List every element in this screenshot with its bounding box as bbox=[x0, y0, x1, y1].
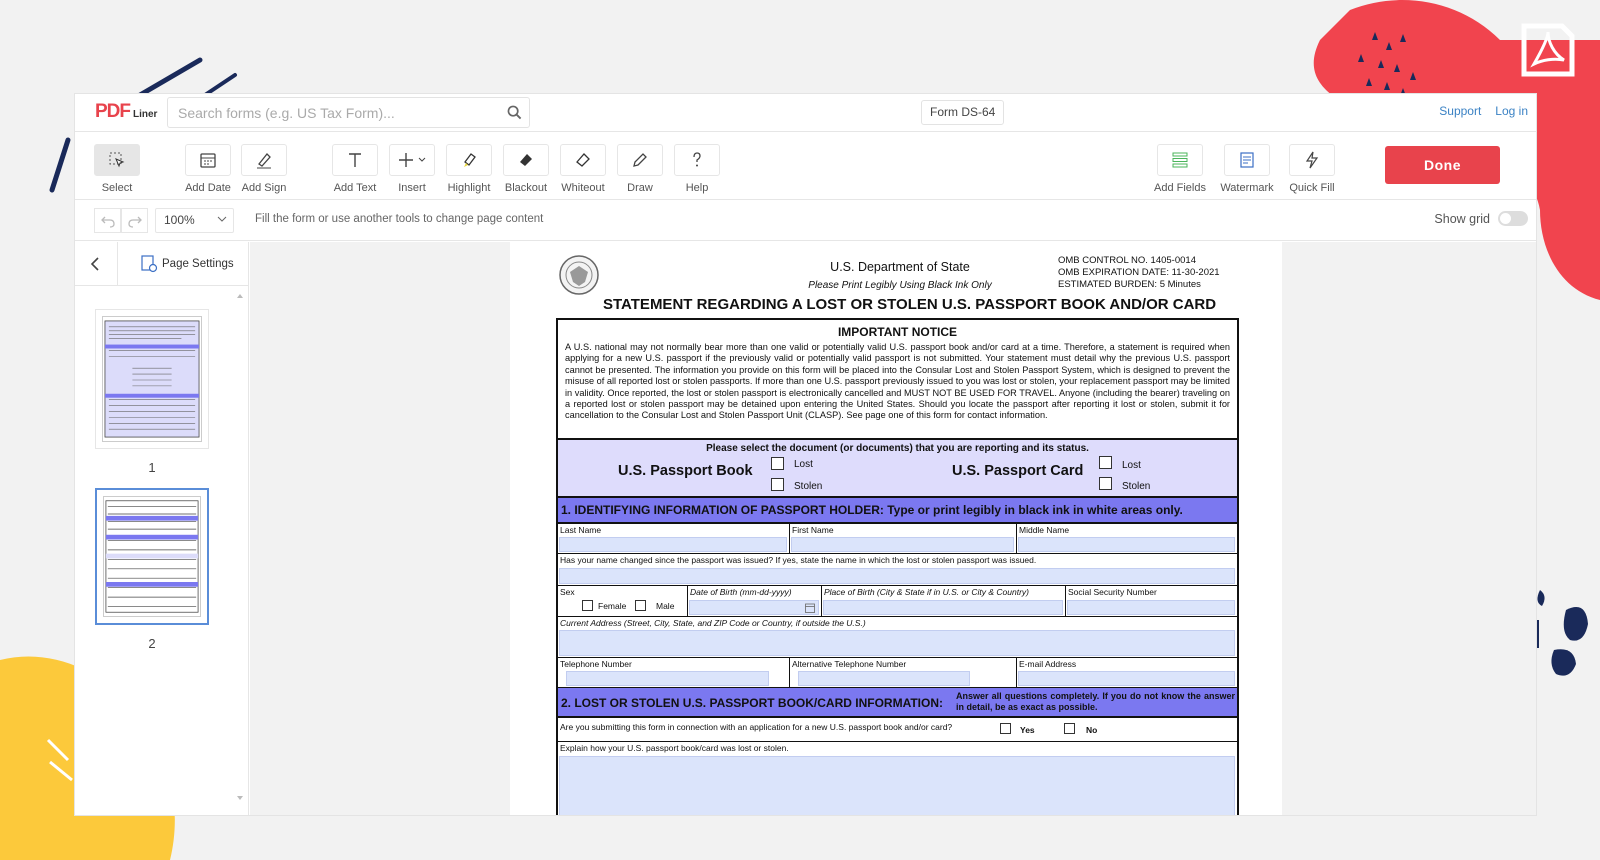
first-name-label: First Name bbox=[792, 525, 834, 535]
tool-add-date[interactable] bbox=[178, 144, 238, 194]
yes-label: Yes bbox=[1020, 725, 1035, 735]
logo-pdf-text: PDF bbox=[95, 101, 130, 122]
done-button[interactable]: Done bbox=[1385, 146, 1500, 184]
address-label: Current Address (Street, City, State, and ZIP Code or Country, if outside the U.S.) bbox=[560, 618, 866, 628]
last-name-cell bbox=[558, 524, 790, 554]
fields-list-icon bbox=[1171, 151, 1189, 169]
application-question-cell bbox=[558, 718, 1237, 742]
tool-highlight[interactable] bbox=[439, 144, 499, 194]
card-stolen-label: Stolen bbox=[1122, 481, 1151, 492]
name-changed-label: Has your name changed since the passport was issued? If yes, state the name in which the lost or stolen passport was issued. bbox=[560, 555, 1037, 565]
card-lost-label: Lost bbox=[1122, 460, 1141, 471]
redo-button[interactable] bbox=[121, 208, 148, 233]
collapse-panel-button[interactable] bbox=[85, 253, 105, 275]
plus-icon bbox=[397, 151, 427, 169]
card-stolen-checkbox[interactable] bbox=[1099, 477, 1112, 490]
yes-checkbox[interactable] bbox=[1000, 723, 1011, 734]
middle-name-cell bbox=[1017, 524, 1237, 554]
signature-pen-icon bbox=[255, 151, 273, 169]
telephone-field[interactable] bbox=[566, 671, 769, 686]
main-toolbar bbox=[75, 132, 1536, 200]
book-lost-label: Lost bbox=[794, 459, 813, 470]
tool-add-sign[interactable] bbox=[234, 144, 294, 194]
thumbnail-preview bbox=[104, 497, 200, 616]
watermark-doc-icon bbox=[1238, 151, 1256, 169]
name-changed-cell bbox=[558, 554, 1237, 586]
editor-window bbox=[74, 93, 1537, 816]
no-label: No bbox=[1086, 725, 1098, 735]
pencil-icon bbox=[631, 151, 649, 169]
chevron-down-icon bbox=[217, 209, 227, 232]
tool-label: Insert bbox=[398, 182, 426, 194]
doc-select-question: Please select the document (or documents) that you are reporting and its status. bbox=[706, 443, 1089, 454]
undo-button[interactable] bbox=[94, 208, 121, 233]
card-lost-checkbox[interactable] bbox=[1099, 456, 1112, 469]
tool-label: Blackout bbox=[504, 182, 548, 194]
tool-help[interactable] bbox=[667, 144, 727, 194]
page-number-2: 2 bbox=[148, 636, 156, 651]
sex-cell bbox=[558, 586, 688, 617]
explain-cell bbox=[558, 742, 1237, 816]
page-settings-icon bbox=[140, 255, 158, 273]
section-1-header bbox=[558, 498, 1237, 524]
tool-label: Quick Fill bbox=[1289, 182, 1335, 194]
middle-name-field[interactable] bbox=[1018, 537, 1235, 552]
calendar-icon[interactable] bbox=[805, 603, 815, 613]
address-cell bbox=[558, 617, 1237, 658]
first-name-cell bbox=[790, 524, 1017, 554]
tool-quick-fill[interactable] bbox=[1282, 144, 1342, 194]
undo-icon bbox=[101, 214, 115, 228]
book-lost-checkbox[interactable] bbox=[771, 457, 784, 470]
pob-cell bbox=[822, 586, 1066, 617]
tool-label: Add Text bbox=[333, 182, 377, 194]
tool-select[interactable] bbox=[87, 144, 147, 194]
omb-control: OMB CONTROL NO. 1405-0014 bbox=[1058, 255, 1196, 266]
tool-whiteout[interactable] bbox=[553, 144, 613, 194]
first-name-field[interactable] bbox=[791, 537, 1014, 552]
dob-field[interactable] bbox=[689, 600, 819, 615]
notice-heading: IMPORTANT NOTICE bbox=[837, 325, 958, 339]
telephone-label: Telephone Number bbox=[560, 659, 632, 669]
hint-text: Fill the form or use another tools to change page content bbox=[255, 213, 544, 225]
name-changed-field[interactable] bbox=[559, 568, 1235, 584]
alt-telephone-cell bbox=[790, 658, 1017, 688]
secondary-toolbar bbox=[75, 200, 1536, 241]
redo-icon bbox=[128, 214, 142, 228]
zoom-select[interactable] bbox=[155, 208, 234, 233]
middle-name-label: Middle Name bbox=[1019, 525, 1070, 535]
application-question: Are you submitting this form in connection with an application for a new U.S. passport book and/or card? bbox=[560, 722, 953, 732]
email-label: E-mail Address bbox=[1019, 659, 1077, 669]
telephone-cell bbox=[558, 658, 790, 688]
tool-insert[interactable] bbox=[382, 144, 442, 194]
section-2-header bbox=[558, 688, 1237, 718]
pdf-logo-icon bbox=[1518, 20, 1578, 80]
alt-telephone-field[interactable] bbox=[798, 671, 970, 686]
tool-label: Help bbox=[685, 182, 709, 194]
address-field[interactable] bbox=[559, 630, 1235, 656]
search-box bbox=[167, 97, 530, 128]
passport-book-label: U.S. Passport Book bbox=[618, 463, 753, 479]
zoom-value: 100% bbox=[164, 213, 195, 227]
omb-expiration: OMB EXPIRATION DATE: 11-30-2021 bbox=[1058, 267, 1220, 278]
email-field[interactable] bbox=[1018, 671, 1235, 686]
pdfliner-logo[interactable] bbox=[95, 101, 157, 123]
support-link[interactable]: Support bbox=[1439, 104, 1482, 118]
ssn-label: Social Security Number bbox=[1068, 587, 1157, 597]
thumbnail-preview bbox=[103, 317, 201, 441]
header-bar bbox=[75, 94, 1536, 132]
tool-add-text[interactable] bbox=[325, 144, 385, 194]
question-icon bbox=[688, 151, 706, 169]
male-label: Male bbox=[656, 601, 675, 611]
highlighter-icon bbox=[460, 151, 478, 169]
dob-cell bbox=[688, 586, 822, 617]
form-body bbox=[556, 318, 1239, 816]
eraser-filled-icon bbox=[517, 151, 535, 169]
omb-burden: ESTIMATED BURDEN: 5 Minutes bbox=[1058, 279, 1201, 290]
passport-card-label: U.S. Passport Card bbox=[952, 463, 1084, 479]
text-t-icon bbox=[346, 151, 364, 169]
search-icon[interactable] bbox=[499, 98, 529, 128]
last-name-label: Last Name bbox=[560, 525, 602, 535]
form-department: U.S. Department of State bbox=[830, 260, 970, 274]
lightning-icon bbox=[1303, 151, 1321, 169]
pob-label: Place of Birth (City & State if in U.S. or City & Country) bbox=[824, 587, 1030, 597]
tool-label: Select bbox=[101, 182, 133, 194]
page-thumbnails-panel bbox=[75, 242, 249, 816]
select-cursor-icon bbox=[108, 151, 126, 169]
section-2-note: Answer all questions completely. If you do not know the answer in detail, be as exact as possible. bbox=[956, 691, 1235, 712]
page-thumbnail-2[interactable] bbox=[95, 488, 209, 625]
form-title: STATEMENT REGARDING A LOST OR STOLEN U.S. PASSPORT BOOK AND/OR CARD bbox=[603, 296, 1217, 313]
tool-label: Draw bbox=[627, 182, 653, 194]
tool-draw[interactable] bbox=[610, 144, 670, 194]
tool-label: Add Fields bbox=[1154, 182, 1206, 194]
book-stolen-checkbox[interactable] bbox=[771, 478, 784, 491]
show-grid-label: Show grid bbox=[1434, 211, 1490, 226]
email-cell bbox=[1017, 658, 1237, 688]
tool-blackout[interactable] bbox=[496, 144, 556, 194]
eraser-outline-icon bbox=[574, 151, 592, 169]
ssn-cell bbox=[1066, 586, 1237, 617]
last-name-field[interactable] bbox=[559, 537, 787, 552]
dob-label: Date of Birth (mm-dd-yyyy) bbox=[690, 587, 792, 597]
page-number-1: 1 bbox=[148, 460, 156, 475]
tool-label: Watermark bbox=[1220, 182, 1274, 194]
notice-text: A U.S. national may not normally bear more than one valid or potentially valid U.S. passport book and/or card at a time. Therefore, a statement is required when applying for a new U.S. passport if the previously valid or potentially valid passport is not submitted. Your statement must detail why the previous U.S. passport cannot be presented. The information you provide on this form will be placed into the Consular Lost and Stolen Passport System, which is designed to prevent the misuse of all reported lost or stolen passports. If more than one U.S. passport previously issued to you was lost or stolen, your replacement passport may be limited in validity. Once reported, the lost or stolen passport is electronically cancelled and MUST NOT BE USED FOR TRAVEL. Anyone (including the bearer) traveling on a reported lost or stolen passport may be detained upon entering the United States. Should you locate the passport after reporting it lost or stolen, submit it for cancellation to the Consular Lost and Stolen Passport Unit (CLASP). See page one of this form for contact information. bbox=[565, 342, 1230, 421]
document-selection bbox=[558, 438, 1237, 498]
form-print-instruction: Please Print Legibly Using Black Ink Only bbox=[808, 280, 992, 291]
show-grid-toggle[interactable] bbox=[1498, 211, 1528, 226]
page-settings-button[interactable] bbox=[117, 242, 234, 286]
tool-label: Whiteout bbox=[561, 182, 605, 194]
no-checkbox[interactable] bbox=[1064, 723, 1075, 734]
page-thumbnail-1[interactable] bbox=[95, 309, 209, 449]
omb-info bbox=[1058, 255, 1220, 291]
chevron-left-icon bbox=[90, 257, 100, 271]
tool-label: Add Date bbox=[185, 182, 231, 194]
document-canvas bbox=[250, 242, 1537, 816]
tool-add-fields[interactable] bbox=[1150, 144, 1210, 194]
section-1-title: 1. IDENTIFYING INFORMATION OF PASSPORT HOLDER: Type or print legibly in black ink in white areas only. bbox=[561, 503, 1183, 517]
explain-label: Explain how your U.S. passport book/card was lost or stolen. bbox=[560, 743, 789, 753]
book-stolen-label: Stolen bbox=[794, 481, 823, 492]
calendar-icon bbox=[199, 151, 217, 169]
tool-label: Add Sign bbox=[241, 182, 287, 194]
tool-watermark[interactable] bbox=[1217, 144, 1277, 194]
sex-label: Sex bbox=[560, 587, 575, 597]
thumbnail-scrollbar[interactable] bbox=[235, 292, 245, 802]
alt-telephone-label: Alternative Telephone Number bbox=[792, 659, 907, 669]
search-input[interactable] bbox=[168, 105, 499, 121]
ssn-field[interactable] bbox=[1067, 600, 1235, 615]
section-2-title: 2. LOST OR STOLEN U.S. PASSPORT BOOK/CARD INFORMATION: bbox=[561, 696, 944, 710]
female-label: Female bbox=[598, 601, 627, 611]
explain-field[interactable] bbox=[559, 756, 1235, 816]
page-settings-label: Page Settings bbox=[162, 258, 234, 270]
male-checkbox[interactable] bbox=[635, 600, 646, 611]
logo-liner-text: Liner bbox=[133, 109, 158, 120]
pdf-page bbox=[510, 242, 1282, 816]
tool-label: Highlight bbox=[447, 182, 491, 194]
document-name: Form DS-64 bbox=[921, 100, 1004, 125]
login-link[interactable]: Log in bbox=[1495, 104, 1528, 118]
female-checkbox[interactable] bbox=[582, 600, 593, 611]
pob-field[interactable] bbox=[823, 600, 1063, 615]
